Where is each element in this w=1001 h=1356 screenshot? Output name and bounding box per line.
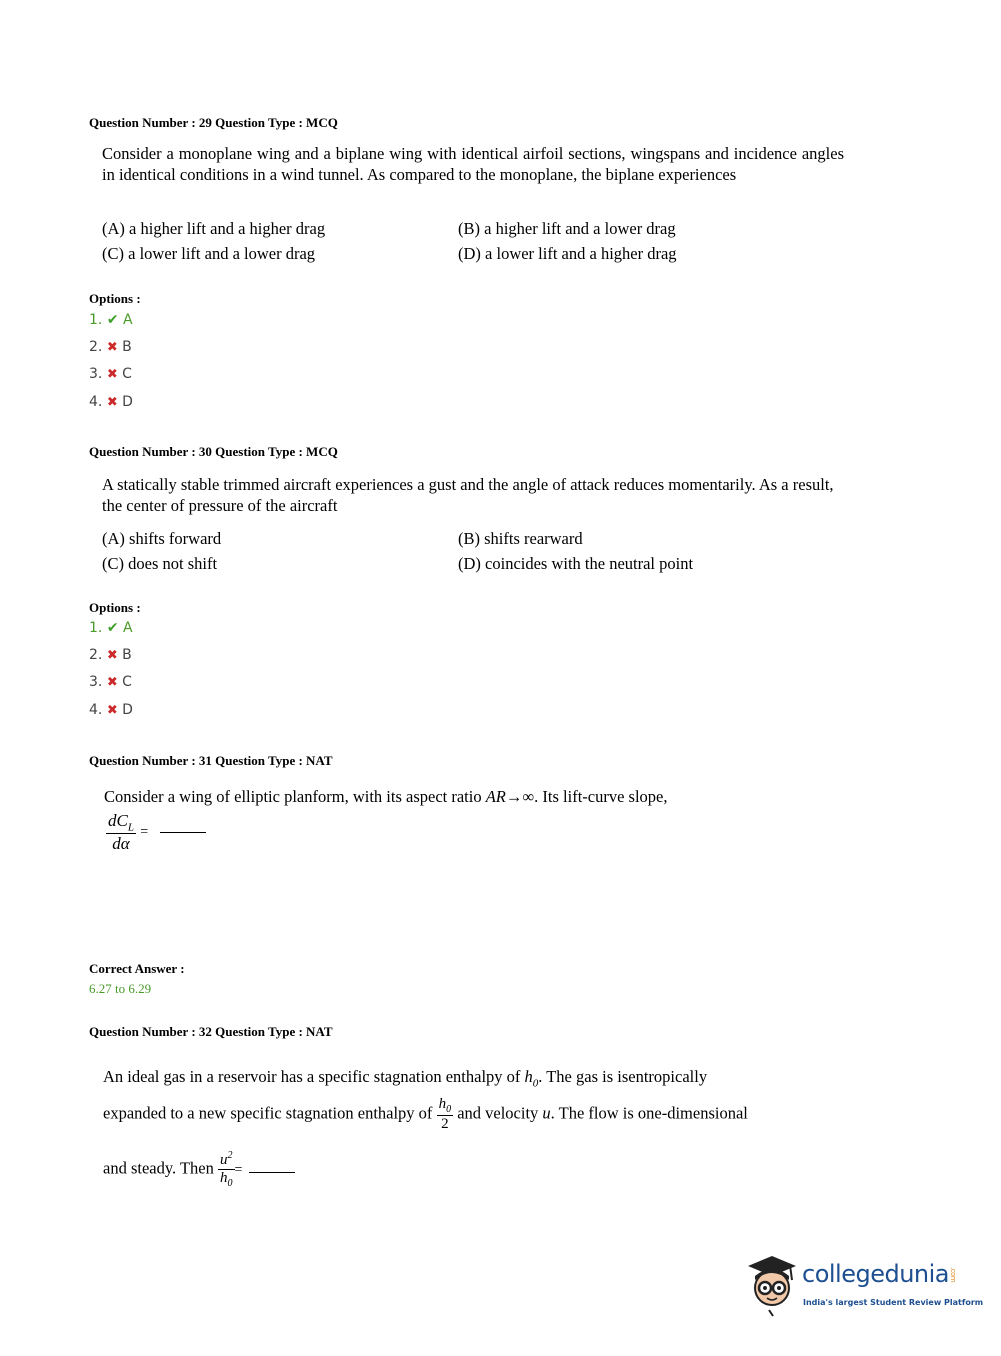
q32-line-3 <box>103 1150 295 1189</box>
q30-choice-b: (B) shifts rearward <box>458 529 583 548</box>
cross-icon: ✖ <box>106 703 118 718</box>
q32-line2-a: expanded to a new specific stagnation enthalpy of <box>103 1103 433 1123</box>
q31-blank <box>160 832 206 833</box>
q31-text-b: . Its lift-curve slope, <box>534 787 668 806</box>
q29-choice-b: (B) a higher lift and a lower drag <box>458 219 676 238</box>
question-31-header: Question Number : 31 Question Type : NAT <box>89 753 333 768</box>
cross-icon: ✖ <box>106 395 118 410</box>
q32-line2-b: and velocity <box>457 1103 539 1123</box>
q30-option-3 <box>89 674 132 690</box>
fraction-numerator: $dC_L$ <box>108 811 134 834</box>
q30-choice-c: (C) does not shift <box>102 554 218 573</box>
fraction-denominator: 2 <box>441 1116 449 1132</box>
q30-choice-d: (D) coincides with the neutral point <box>458 554 694 573</box>
q29-option-1 <box>89 312 133 328</box>
option-letter: D <box>122 702 133 718</box>
q32-blank <box>249 1172 295 1173</box>
q30-options-label: Options : <box>89 600 141 615</box>
q31-text-a: Consider a wing of elliptic planform, with its aspect ratio <box>104 787 482 806</box>
fraction-numerator: $h_0$ <box>438 1096 452 1115</box>
cross-icon: ✖ <box>106 648 118 663</box>
brand-name: collegedunia.com <box>802 1260 958 1288</box>
question-30-text: A statically stable trimmed aircraft experiences a gust and the angle of attack reduces momentarily. As a result, the center of pressure of the aircraft <box>102 475 834 515</box>
q32-fraction-h0-over-2 <box>437 1096 454 1133</box>
option-letter: C <box>122 366 132 382</box>
question-31-text <box>104 787 668 807</box>
collegedunia-logo <box>742 1250 984 1320</box>
cross-icon: ✖ <box>106 675 118 690</box>
q31-formula <box>106 811 206 854</box>
option-number: 1. <box>89 312 103 328</box>
cross-icon: ✖ <box>106 367 118 382</box>
q32-line-1 <box>103 1067 845 1089</box>
q32-fraction-u2-over-h0 <box>218 1150 235 1189</box>
q30-option-4 <box>89 702 133 718</box>
check-icon: ✔ <box>106 620 119 636</box>
mascot-icon <box>742 1250 800 1318</box>
question-29-header: Question Number : 29 Question Type : MCQ <box>89 115 338 130</box>
q29-options-label: Options : <box>89 291 141 306</box>
q29-choice-a: (A) a higher lift and a higher drag <box>102 219 326 238</box>
q31-equals: = <box>140 824 149 840</box>
option-number: 3. <box>89 674 103 690</box>
q32-line-2 <box>103 1096 748 1133</box>
q32-line1-a: An ideal gas in a reservoir has a specific stagnation enthalpy of <box>103 1067 521 1086</box>
q30-choice-a: (A) shifts forward <box>102 529 222 548</box>
option-letter: D <box>122 394 133 410</box>
q29-option-4 <box>89 394 133 410</box>
q29-option-2 <box>89 339 132 355</box>
option-number: 4. <box>89 394 103 410</box>
q32-h0: $h_0$ <box>524 1067 539 1090</box>
option-letter: B <box>122 647 132 663</box>
q29-choice-d: (D) a lower lift and a higher drag <box>458 244 677 263</box>
fraction-denominator: dα <box>112 834 130 854</box>
option-letter: B <box>122 339 132 355</box>
q31-fraction <box>106 811 136 854</box>
q32-line2-c: . The flow is one-dimensional <box>550 1103 748 1123</box>
cross-icon: ✖ <box>106 340 118 355</box>
brand-tagline: India's largest Student Review Platform <box>803 1298 984 1307</box>
q31-arrow-infinity: →∞ <box>505 787 535 806</box>
fraction-denominator: $h_0$ <box>220 1170 233 1189</box>
q31-aspect-ratio: AR <box>485 787 506 806</box>
q32-line1-b: . The gas is isentropically <box>538 1067 708 1086</box>
fraction-numerator: $u^2$ <box>220 1150 233 1168</box>
q30-option-2 <box>89 647 132 663</box>
question-30-header: Question Number : 30 Question Type : MCQ <box>89 444 338 459</box>
option-letter: A <box>123 620 133 636</box>
option-number: 4. <box>89 702 103 718</box>
option-letter: A <box>123 312 133 328</box>
q32-equals: = <box>234 1162 243 1178</box>
q31-correct-label: Correct Answer : <box>89 961 185 976</box>
option-number: 2. <box>89 647 103 663</box>
q32-velocity-u: u <box>542 1103 551 1123</box>
q29-option-3 <box>89 366 132 382</box>
q32-line3-a: and steady. Then <box>103 1158 214 1178</box>
option-number: 2. <box>89 339 103 355</box>
q31-correct-value: 6.27 to 6.29 <box>89 981 152 996</box>
q29-choice-c: (C) a lower lift and a lower drag <box>102 244 316 263</box>
option-letter: C <box>122 674 132 690</box>
option-number: 3. <box>89 366 103 382</box>
q30-option-1 <box>89 620 133 636</box>
option-number: 1. <box>89 620 103 636</box>
question-29-text: Consider a monoplane wing and a biplane wing with identical airfoil sections, wingspans and incidence angles in identical conditions in a wind tunnel. As compared to the monoplane, the biplane experiences <box>102 144 844 184</box>
check-icon: ✔ <box>106 312 119 328</box>
question-32-header: Question Number : 32 Question Type : NAT <box>89 1024 333 1039</box>
